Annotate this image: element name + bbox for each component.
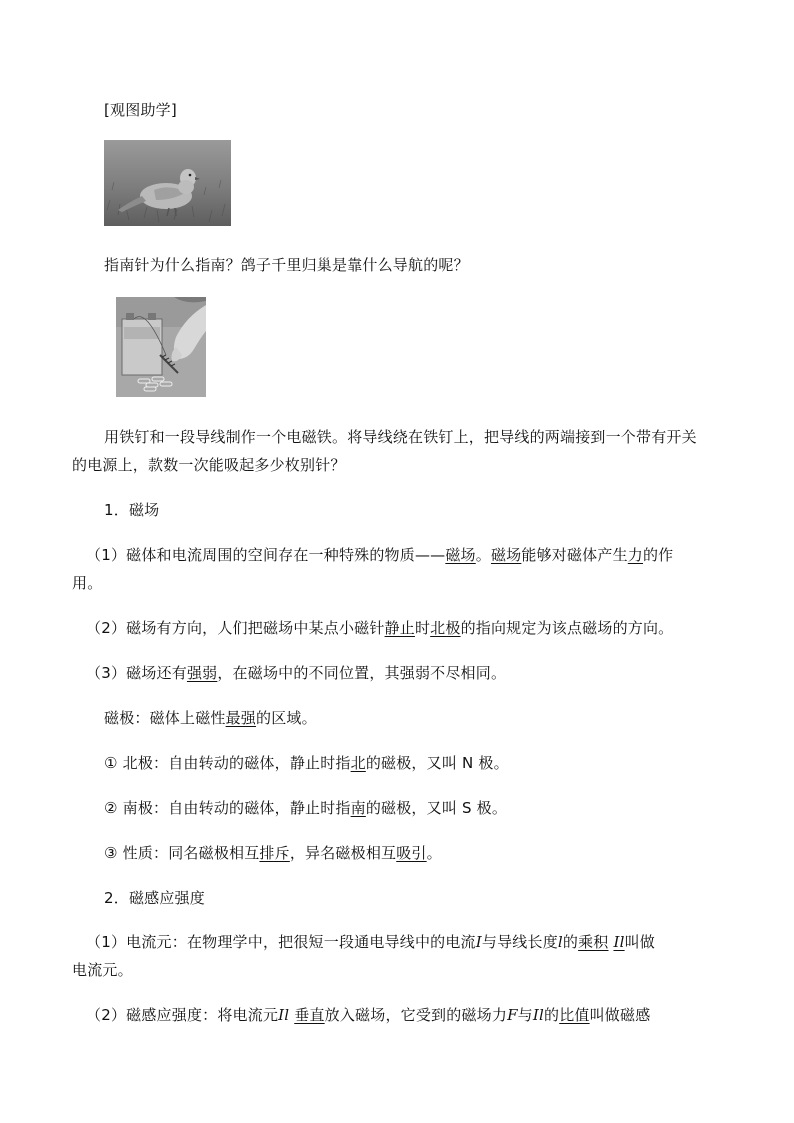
question-text: 指南针为什么指南？鸽子千里归巢是靠什么导航的呢？	[104, 256, 469, 274]
section-heading: [观图助学]	[104, 101, 177, 119]
pole-property-item: ③ 性质：同名磁极相互排斥，异名磁极相互吸引。	[104, 844, 442, 862]
section-1-paragraph-2: （2）磁场有方向，人们把磁场中某点小磁针静止时北极的指向规定为该点磁场的方向。	[86, 619, 674, 637]
section-2-paragraph-1-cont: 电流元。	[72, 961, 133, 979]
experiment-line-2: 的电源上，款数一次能吸起多少枚别针？	[72, 456, 346, 474]
section-1-paragraph-1: （1）磁体和电流周围的空间存在一种特殊的物质——磁场。磁场能够对磁体产生力的作	[86, 546, 674, 564]
dove-photo	[104, 140, 231, 226]
electromagnet-photo	[116, 297, 206, 397]
north-pole-item: ① 北极：自由转动的磁体，静止时指北的磁极，又叫 N 极。	[104, 754, 509, 772]
section-2-paragraph-1: （1）电流元：在物理学中，把很短一段通电导线中的电流I与导线长度l的乘积 Il叫做	[86, 933, 656, 951]
section-1-paragraph-1-cont: 用。	[72, 574, 103, 592]
section-1-paragraph-3: （3）磁场还有强弱，在磁场中的不同位置，其强弱不尽相同。	[86, 664, 507, 682]
experiment-line-1: 用铁钉和一段导线制作一个电磁铁。将导线绕在铁钉上，把导线的两端接到一个带有开关	[104, 428, 697, 446]
section-2-paragraph-2: （2）磁感应强度：将电流元Il 垂直放入磁场，它受到的磁场力F与Il的比值叫做磁感	[86, 1006, 651, 1024]
section-2-title: 2．磁感应强度	[104, 889, 205, 907]
section-1-title: 1．磁场	[104, 501, 160, 519]
magnetic-pole-definition: 磁极：磁体上磁性最强的区域。	[104, 709, 317, 727]
south-pole-item: ② 南极：自由转动的磁体，静止时指南的磁极，又叫 S 极。	[104, 799, 508, 817]
